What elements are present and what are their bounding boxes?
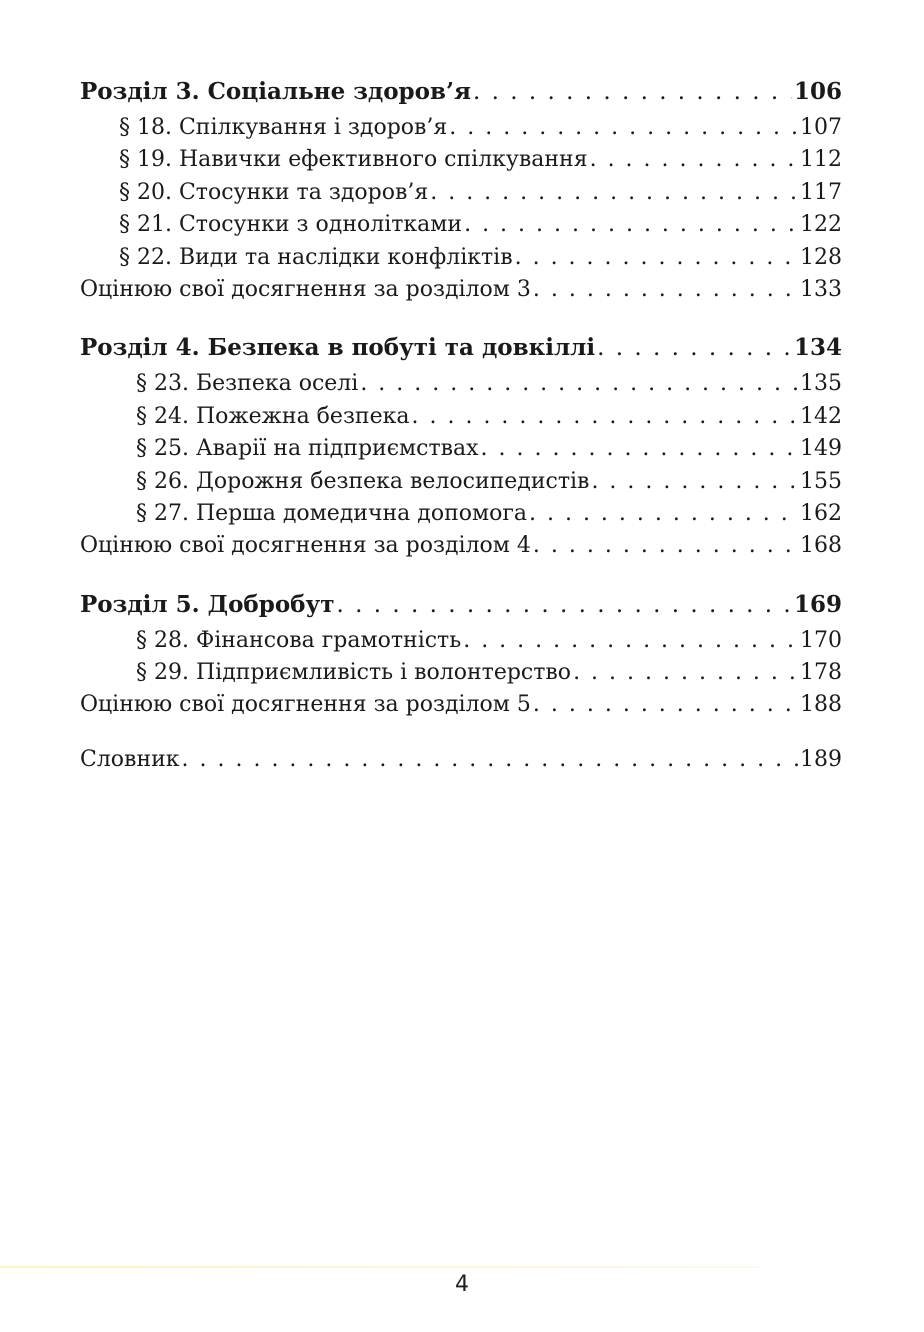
toc-page-number: 169 [793,590,842,618]
dot-leader [515,242,798,274]
toc-entry-title: § 19. Навички ефективного спілкування [119,147,588,173]
toc-section-5 [80,585,842,722]
toc-page-number: 155 [800,468,842,494]
toc-entry-title: § 23. Безпека оселі [136,371,359,397]
toc-entry[interactable] [80,657,842,689]
toc-page-number: 162 [800,500,842,526]
toc-page-number: 134 [793,334,842,362]
toc-entry[interactable] [80,177,842,209]
toc-page-number: 107 [800,115,842,140]
toc-assessment-entry[interactable] [80,689,842,721]
dot-leader [182,744,798,776]
dot-leader [591,466,798,498]
dot-leader [430,177,798,209]
toc-entry-title: § 29. Підприємливість і волонтерство [136,660,572,686]
toc-entry-title: Оцінюю свої досягнення за розділом 4 [80,533,531,559]
toc-entry[interactable] [80,433,842,465]
toc-assessment-entry[interactable] [80,274,842,306]
toc-entry[interactable] [80,498,842,530]
toc-entry-title: § 20. Стосунки та здоров’я [119,179,429,205]
toc-page-number: 149 [800,436,842,462]
toc-entry[interactable] [80,466,842,498]
toc-entry-title: § 25. Аварії на підприємствах [136,436,479,462]
toc-page-number: 178 [800,660,842,686]
toc-entry-title: § 27. Перша домедична допомога [136,500,527,526]
toc-glossary [80,744,842,776]
toc-entry-title: § 22. Види та наслідки конфліктів [119,244,513,270]
dot-leader [573,657,798,689]
dot-leader [360,368,798,400]
toc-page-number: 112 [800,147,842,173]
dot-leader [597,328,792,368]
dot-leader [463,625,798,657]
footer-page-number: 4 [455,1272,469,1297]
dot-leader [533,530,798,562]
toc-entry[interactable] [80,401,842,433]
toc-entry[interactable] [80,144,842,176]
toc-page-number: 189 [800,746,842,772]
toc-page-number: 122 [800,212,842,238]
toc-entry-title: § 28. Фінансова грамотність [136,627,462,653]
toc-entry-title: § 26. Дорожня безпека велосипедистів [136,468,590,494]
dot-leader [464,209,798,241]
dot-leader [449,112,798,144]
toc-page-number: 188 [800,692,842,718]
toc-glossary-entry[interactable] [80,744,842,776]
toc-entry[interactable] [80,625,842,657]
toc-section-3 [80,72,842,306]
toc-page-number: 106 [793,78,842,105]
toc-entry[interactable] [80,112,842,144]
toc-entry-title: § 21. Стосунки з однолітками [119,212,463,238]
toc-entry[interactable] [80,209,842,241]
dot-leader [590,144,798,176]
toc-page-number: 170 [800,627,842,653]
dot-leader [481,433,798,465]
footer-divider [0,1266,760,1268]
dot-leader [533,274,798,306]
toc-entry[interactable] [80,242,842,274]
toc-section-4 [80,328,842,562]
toc-entry-title: § 24. Пожежна безпека [136,403,410,429]
dot-leader [337,585,792,625]
toc-heading-title: Розділ 5. Добробут [80,590,335,618]
dot-leader [473,72,792,112]
toc-heading-title: Розділ 3. Соціальне здоров’я [80,78,471,105]
toc-page-number: 128 [800,244,842,270]
toc-entry[interactable] [80,368,842,400]
toc-page-number: 135 [800,371,842,397]
toc-heading-title: Розділ 4. Безпека в побуті та довкіллі [80,334,596,362]
toc-entry-title: Оцінюю свої досягнення за розділом 5 [80,692,531,718]
dot-leader [529,498,798,530]
toc-heading-section-5[interactable] [80,585,842,625]
toc-heading-section-3[interactable] [80,72,842,112]
toc-assessment-entry[interactable] [80,530,842,562]
toc-page-number: 133 [800,276,842,302]
toc-entry-title: Оцінюю свої досягнення за розділом 3 [80,276,531,302]
toc-page-number: 117 [800,179,842,205]
toc-page-number: 168 [800,533,842,559]
dot-leader [412,401,799,433]
toc-page-number: 142 [800,403,842,429]
dot-leader [533,689,798,721]
table-of-contents [80,72,842,798]
toc-heading-section-4[interactable] [80,328,842,368]
toc-entry-title: Словник [80,746,180,772]
toc-entry-title: § 18. Спілкування і здоров’я [119,115,448,140]
